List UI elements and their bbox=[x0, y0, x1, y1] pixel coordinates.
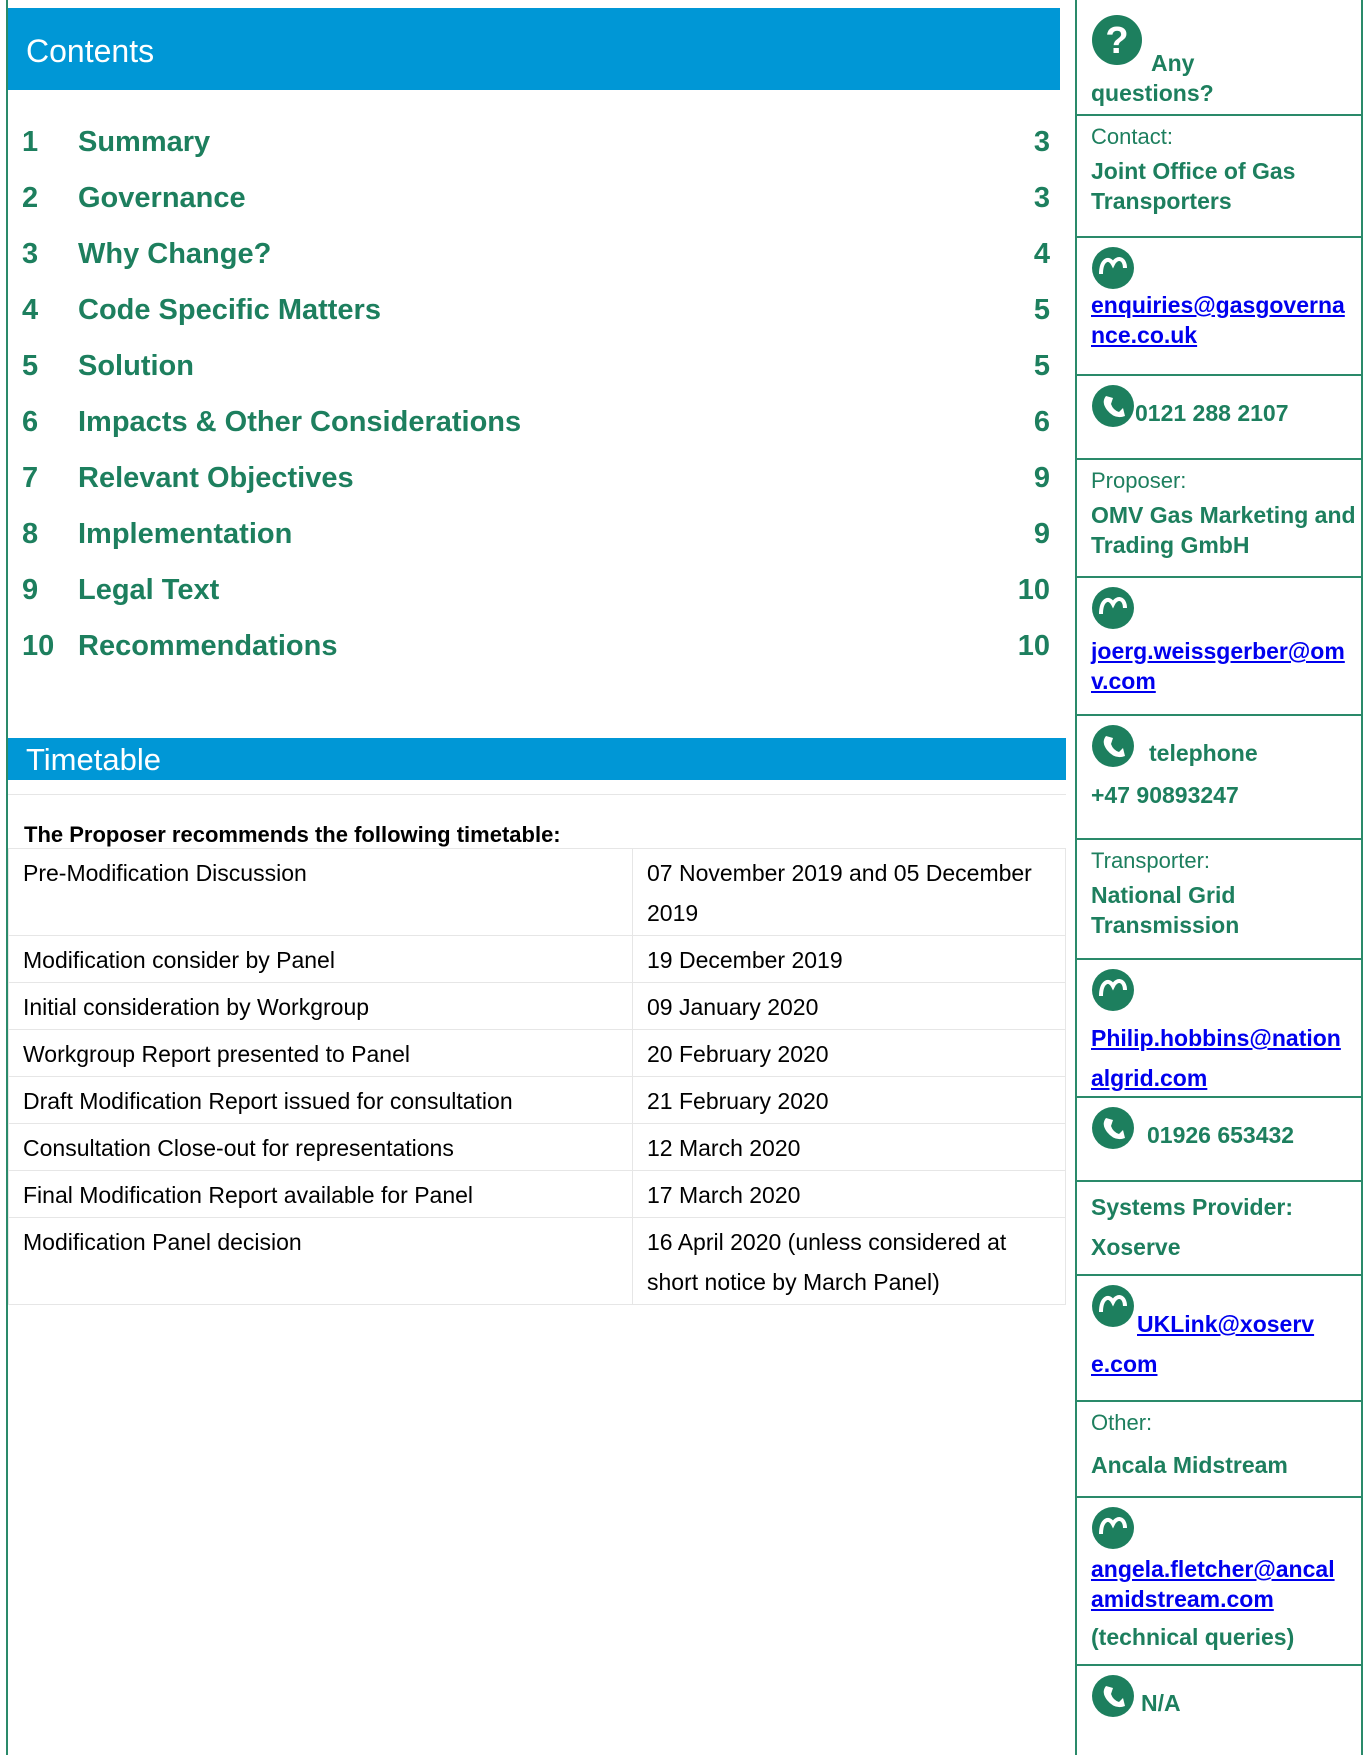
contents-title: Contents bbox=[26, 33, 155, 69]
date-cell: 21 February 2020 bbox=[633, 1077, 1066, 1124]
toc-item[interactable] bbox=[22, 288, 1052, 344]
date-cell: 19 December 2019 bbox=[633, 936, 1066, 983]
timetable-table bbox=[8, 848, 1066, 1305]
transporter-phone-box bbox=[1077, 1098, 1363, 1182]
phone-icon bbox=[1091, 1106, 1135, 1150]
divider bbox=[8, 794, 1066, 795]
contact-name: Joint Office of Gas Transporters bbox=[1091, 158, 1296, 214]
systems-email-link[interactable]: UKLink@xoserve.com bbox=[1091, 1311, 1315, 1377]
contents-header bbox=[8, 8, 1060, 90]
proposer-box bbox=[1077, 460, 1363, 578]
table-row bbox=[9, 849, 1066, 936]
email-icon bbox=[1091, 1506, 1135, 1550]
contact-email-box bbox=[1077, 238, 1363, 376]
toc-item[interactable] bbox=[22, 176, 1052, 232]
toc-title: Relevant Objectives bbox=[78, 462, 354, 494]
systems-provider-label: Systems Provider: bbox=[1091, 1194, 1293, 1220]
toc-page: 4 bbox=[1033, 238, 1050, 270]
toc-number: 1 bbox=[22, 126, 39, 158]
toc-page: 9 bbox=[1033, 462, 1050, 494]
transporter-box bbox=[1077, 840, 1363, 960]
contacts-sidebar bbox=[1075, 0, 1363, 1755]
toc-item[interactable] bbox=[22, 512, 1052, 568]
toc-title: Why Change? bbox=[78, 238, 272, 270]
toc-number: 8 bbox=[22, 518, 39, 550]
questions-box bbox=[1077, 0, 1363, 116]
toc-title: Code Specific Matters bbox=[78, 294, 381, 326]
timetable-intro: The Proposer recommends the following timetable: bbox=[24, 822, 561, 847]
toc-item[interactable] bbox=[22, 456, 1052, 512]
toc-title: Impacts & Other Considerations bbox=[78, 406, 522, 438]
proposer-email-box bbox=[1077, 578, 1363, 716]
table-row bbox=[9, 1218, 1066, 1305]
event-cell: Initial consideration by Workgroup bbox=[9, 983, 633, 1030]
proposer-name: OMV Gas Marketing and Trading GmbH bbox=[1091, 502, 1356, 558]
date-cell: 16 April 2020 (unless considered at short notice by March Panel) bbox=[633, 1218, 1066, 1305]
toc-number: 3 bbox=[22, 238, 39, 270]
other-name: Ancala Midstream bbox=[1091, 1452, 1288, 1478]
email-icon bbox=[1091, 586, 1135, 630]
table-row bbox=[9, 983, 1066, 1030]
toc-item[interactable] bbox=[22, 400, 1052, 456]
toc-item[interactable] bbox=[22, 624, 1052, 680]
toc-page: 10 bbox=[1017, 574, 1050, 606]
event-cell: Draft Modification Report issued for consultation bbox=[9, 1077, 633, 1124]
systems-email-box bbox=[1077, 1276, 1363, 1402]
systems-provider-box bbox=[1077, 1182, 1363, 1276]
toc-title: Implementation bbox=[78, 518, 293, 550]
toc-item[interactable] bbox=[22, 120, 1052, 176]
event-cell: Consultation Close-out for representations bbox=[9, 1124, 633, 1171]
svg-text:?: ? bbox=[1105, 20, 1129, 62]
event-cell: Workgroup Report presented to Panel bbox=[9, 1030, 633, 1077]
proposer-phone: +47 90893247 bbox=[1091, 782, 1239, 808]
toc-title: Solution bbox=[78, 350, 194, 382]
toc-number: 5 bbox=[22, 350, 39, 382]
toc-page: 5 bbox=[1033, 350, 1050, 382]
transporter-name: National Grid Transmission bbox=[1091, 882, 1240, 938]
date-cell: 20 February 2020 bbox=[633, 1030, 1066, 1077]
toc-item[interactable] bbox=[22, 344, 1052, 400]
toc-number: 7 bbox=[22, 462, 39, 494]
proposer-phone-label: telephone bbox=[1149, 740, 1258, 766]
toc-number: 6 bbox=[22, 406, 39, 438]
toc-title: Legal Text bbox=[78, 574, 220, 606]
transporter-label: Transporter: bbox=[1091, 848, 1211, 873]
toc-title: Governance bbox=[78, 182, 246, 214]
other-label: Other: bbox=[1091, 1410, 1153, 1435]
phone-icon bbox=[1091, 1674, 1135, 1718]
toc-item[interactable] bbox=[22, 232, 1052, 288]
toc-page: 9 bbox=[1033, 518, 1050, 550]
toc-page: 6 bbox=[1033, 406, 1050, 438]
event-cell: Pre-Modification Discussion bbox=[9, 849, 633, 936]
event-cell: Modification consider by Panel bbox=[9, 936, 633, 983]
transporter-phone: 01926 653432 bbox=[1147, 1122, 1295, 1148]
contact-box bbox=[1077, 116, 1363, 238]
other-email-link[interactable]: angela.fletcher@ancalamidstream.com bbox=[1091, 1556, 1335, 1612]
timetable-title: Timetable bbox=[26, 742, 161, 777]
toc-number: 9 bbox=[22, 574, 39, 606]
main-column bbox=[6, 0, 1058, 1755]
date-cell: 12 March 2020 bbox=[633, 1124, 1066, 1171]
other-email-box bbox=[1077, 1498, 1363, 1666]
table-row bbox=[9, 1077, 1066, 1124]
date-cell: 17 March 2020 bbox=[633, 1171, 1066, 1218]
toc-page: 3 bbox=[1033, 126, 1050, 158]
toc-page: 3 bbox=[1033, 182, 1050, 214]
date-cell: 09 January 2020 bbox=[633, 983, 1066, 1030]
toc-number: 2 bbox=[22, 182, 39, 214]
toc-title: Recommendations bbox=[78, 630, 338, 662]
email-icon bbox=[1091, 246, 1135, 290]
toc-item[interactable] bbox=[22, 568, 1052, 624]
contact-phone-box bbox=[1077, 376, 1363, 460]
phone-icon bbox=[1091, 724, 1135, 768]
transporter-email-box bbox=[1077, 960, 1363, 1098]
table-row bbox=[9, 936, 1066, 983]
date-cell: 07 November 2019 and 05 December 2019 bbox=[633, 849, 1066, 936]
table-row bbox=[9, 1124, 1066, 1171]
contact-email-link[interactable]: enquiries@gasgovernance.co.uk bbox=[1091, 292, 1345, 348]
toc-number: 4 bbox=[22, 294, 39, 326]
contact-phone: 0121 288 2107 bbox=[1135, 400, 1289, 426]
table-of-contents bbox=[22, 120, 1052, 680]
toc-number: 10 bbox=[22, 630, 55, 662]
transporter-email-link[interactable]: Philip.hobbins@nationalgrid.com bbox=[1091, 1025, 1341, 1091]
proposer-email-link[interactable]: joerg.weissgerber@omv.com bbox=[1091, 638, 1345, 694]
email-icon bbox=[1091, 968, 1135, 1012]
toc-page: 5 bbox=[1033, 294, 1050, 326]
toc-page: 10 bbox=[1017, 630, 1050, 662]
other-phone-box bbox=[1077, 1666, 1363, 1755]
other-box bbox=[1077, 1402, 1363, 1498]
timetable-header bbox=[8, 738, 1066, 780]
questions-label: Any questions? bbox=[1091, 50, 1214, 106]
other-note: (technical queries) bbox=[1091, 1624, 1295, 1650]
table-row bbox=[9, 1171, 1066, 1218]
proposer-label: Proposer: bbox=[1091, 468, 1187, 493]
contact-label: Contact: bbox=[1091, 124, 1173, 149]
other-phone: N/A bbox=[1141, 1690, 1181, 1716]
proposer-phone-box bbox=[1077, 716, 1363, 840]
systems-provider-name: Xoserve bbox=[1091, 1234, 1181, 1260]
phone-icon bbox=[1091, 384, 1135, 428]
table-row bbox=[9, 1030, 1066, 1077]
toc-title: Summary bbox=[78, 126, 211, 158]
event-cell: Final Modification Report available for Panel bbox=[9, 1171, 633, 1218]
event-cell: Modification Panel decision bbox=[9, 1218, 633, 1305]
